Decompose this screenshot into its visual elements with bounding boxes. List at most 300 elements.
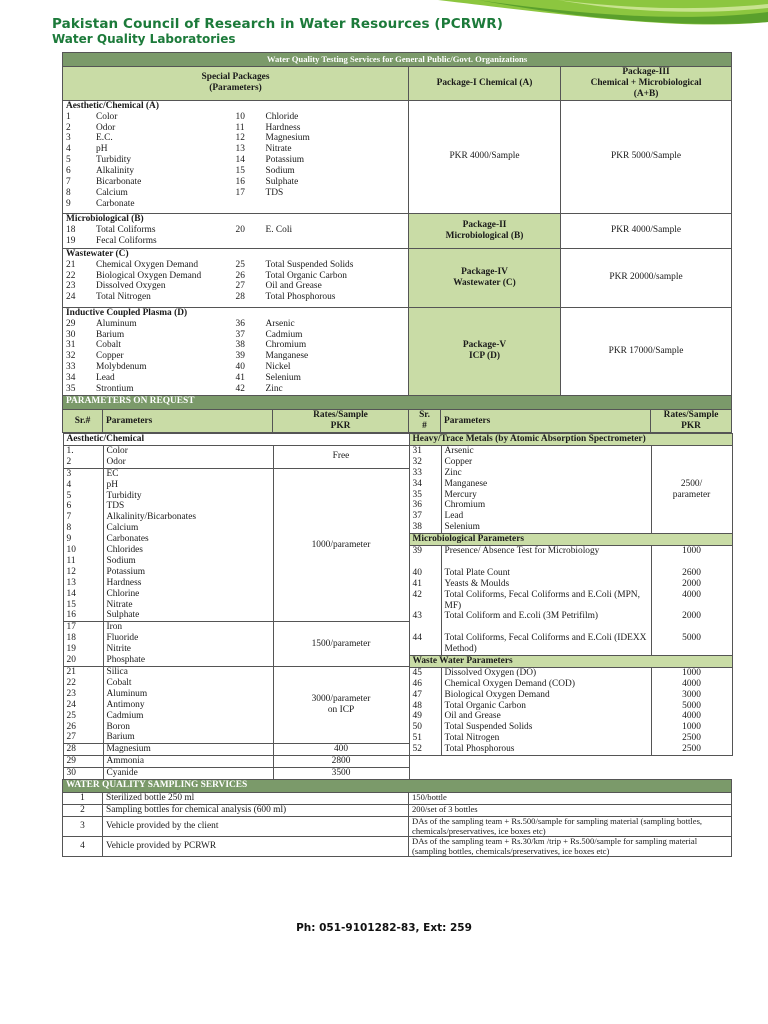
rate-value: 5000 bbox=[682, 700, 701, 711]
sr-number: 19 bbox=[66, 644, 76, 655]
item-label: Sulphate bbox=[265, 177, 299, 188]
sr-number: 45 bbox=[412, 667, 422, 678]
list-item bbox=[66, 123, 236, 134]
list-item bbox=[236, 133, 406, 144]
rate-value: 2500 bbox=[682, 733, 701, 744]
param-cell bbox=[441, 445, 651, 533]
list-item bbox=[66, 373, 236, 384]
aesthetic-request-table bbox=[63, 433, 410, 780]
item-number: 40 bbox=[235, 362, 245, 373]
param-name: Carbonates bbox=[106, 534, 149, 545]
sr-number: 28 bbox=[66, 744, 76, 755]
param-name: Cadmium bbox=[106, 710, 144, 721]
special-request-table bbox=[409, 433, 733, 756]
item-label: Cobalt bbox=[96, 340, 121, 351]
list-item bbox=[66, 199, 236, 210]
service-rate: DAs of the sampling team + Rs.500/sample for sampling material (sampling bottles, chemicals/preservatives, ice boxes etc) bbox=[409, 816, 732, 836]
item-number: 9 bbox=[66, 198, 71, 209]
item-label: Hardness bbox=[265, 122, 301, 133]
rate-value: 2500 bbox=[682, 744, 701, 755]
item-label: E.C. bbox=[96, 133, 113, 144]
item-label: Nickel bbox=[265, 362, 291, 373]
list-item bbox=[66, 133, 236, 144]
item-number: 29 bbox=[66, 318, 76, 329]
sr-number: 47 bbox=[412, 689, 422, 700]
aesthetic-left-list bbox=[66, 112, 236, 210]
sr-cell bbox=[63, 445, 103, 468]
param-name: Total Coliform and E.coli (3M Petrifilm) bbox=[444, 611, 598, 622]
micro-block bbox=[63, 213, 409, 248]
sr-number: 24 bbox=[66, 699, 76, 710]
req-h-rate2: Rates/Sample PKR bbox=[651, 409, 732, 432]
param-name: Copper bbox=[444, 456, 473, 467]
item-number: 4 bbox=[66, 144, 71, 155]
param-name: Chlorine bbox=[106, 588, 140, 599]
sr-number: 37 bbox=[412, 511, 422, 522]
service-name: Sampling bottles for chemical analysis (600 ml) bbox=[103, 804, 409, 816]
sr-number: 34 bbox=[412, 478, 422, 489]
item-number: 15 bbox=[235, 166, 245, 177]
item-label: Manganese bbox=[265, 351, 309, 362]
item-number: 7 bbox=[66, 177, 71, 188]
item-label: E. Coli bbox=[265, 224, 293, 235]
item-number: 23 bbox=[66, 281, 76, 292]
service-rate: 200/set of 3 bottles bbox=[409, 804, 732, 816]
item-number: 42 bbox=[235, 384, 245, 395]
rate-cell bbox=[651, 546, 732, 656]
param-cell bbox=[103, 744, 273, 756]
service-rate: 150/bottle bbox=[409, 793, 732, 805]
item-number: 30 bbox=[66, 329, 76, 340]
rate-value: 2000 bbox=[682, 578, 701, 589]
item-number: 26 bbox=[235, 270, 245, 281]
list-item bbox=[66, 177, 236, 188]
item-number: 13 bbox=[235, 144, 245, 155]
sr-number: 3 bbox=[63, 816, 103, 836]
sr-number: 38 bbox=[412, 522, 422, 533]
sampling-table bbox=[62, 779, 732, 857]
sr-number: 18 bbox=[66, 633, 76, 644]
item-label: Lead bbox=[96, 373, 115, 384]
request-title: PARAMETERS ON REQUEST bbox=[63, 395, 732, 409]
item-label: Oil and Grease bbox=[265, 281, 322, 292]
param-name: Total Organic Carbon bbox=[444, 700, 526, 711]
item-label: Carbonate bbox=[96, 198, 135, 209]
req-h-param: Parameters bbox=[103, 409, 273, 432]
icp-block bbox=[63, 307, 409, 395]
rate-value: 4000 bbox=[682, 678, 701, 689]
req-h-sr: Sr.# bbox=[63, 409, 103, 432]
param-name: Calcium bbox=[106, 523, 139, 534]
param-name: pH bbox=[106, 479, 118, 490]
item-label: Color bbox=[96, 111, 118, 122]
param-name: Yeasts & Moulds bbox=[444, 578, 510, 589]
sr-number: 51 bbox=[412, 733, 422, 744]
item-number: 21 bbox=[66, 259, 76, 270]
item-label: pH bbox=[96, 144, 108, 155]
item-label: Odor bbox=[96, 122, 116, 133]
param-name: Aluminum bbox=[106, 688, 148, 699]
list-item bbox=[236, 319, 406, 330]
sr-number: 39 bbox=[412, 546, 422, 557]
sr-number: 33 bbox=[412, 467, 422, 478]
sr-cell bbox=[409, 445, 441, 533]
sr-number: 49 bbox=[412, 711, 422, 722]
package-v: Package-V ICP (D) bbox=[409, 307, 561, 395]
sr-number: 29 bbox=[66, 756, 76, 767]
list-item bbox=[66, 236, 236, 247]
service-name: Sterilized bottle 250 ml bbox=[103, 793, 409, 805]
table-row bbox=[63, 837, 732, 857]
sr-number: 6 bbox=[66, 501, 72, 512]
list-item bbox=[236, 362, 406, 373]
rate-value: 4000 bbox=[682, 711, 701, 722]
aesthetic-right-list bbox=[236, 112, 406, 210]
price-package-a: PKR 4000/Sample bbox=[409, 100, 561, 213]
rate-cell: 3000/parameter on ICP bbox=[273, 667, 409, 744]
list-item bbox=[66, 351, 236, 362]
list-item bbox=[66, 362, 236, 373]
packages-table bbox=[62, 52, 732, 396]
item-label: Total Suspended Solids bbox=[265, 259, 354, 270]
rate-value: 2600 bbox=[682, 567, 701, 578]
sr-number: 27 bbox=[66, 732, 76, 743]
item-label: Biological Oxygen Demand bbox=[96, 270, 202, 281]
item-label: Strontium bbox=[96, 384, 134, 395]
list-item bbox=[66, 319, 236, 330]
item-label: Sodium bbox=[265, 166, 295, 177]
sr-number: 5 bbox=[66, 490, 72, 501]
org-subtitle: Water Quality Laboratories bbox=[52, 32, 236, 46]
rate-value: 1000 bbox=[682, 546, 701, 557]
item-number: 5 bbox=[66, 155, 71, 166]
rate-value: 1000 bbox=[682, 722, 701, 733]
list-item bbox=[66, 225, 236, 236]
item-label: Molybdenum bbox=[96, 362, 147, 373]
sr-number: 26 bbox=[66, 721, 76, 732]
sr-number: 4 bbox=[63, 837, 103, 857]
req-h-param2: Parameters bbox=[441, 409, 651, 432]
param-cell bbox=[103, 768, 273, 780]
list-item bbox=[236, 384, 406, 395]
rate-cell: 400 bbox=[273, 744, 409, 756]
price-package-v: PKR 17000/Sample bbox=[561, 307, 732, 395]
param-name: Lead bbox=[444, 511, 464, 522]
param-name: Color bbox=[106, 445, 128, 456]
sr-number: 7 bbox=[66, 512, 72, 523]
list-item bbox=[236, 225, 406, 236]
sr-cell bbox=[63, 667, 103, 744]
sr-number: 11 bbox=[66, 555, 76, 566]
sr-number: 8 bbox=[66, 523, 72, 534]
green-swoosh-graphic bbox=[438, 0, 768, 40]
list-item bbox=[236, 351, 406, 362]
sr-number: 30 bbox=[66, 768, 76, 779]
letterhead bbox=[0, 0, 768, 48]
list-item bbox=[236, 292, 406, 303]
param-name: EC bbox=[106, 468, 119, 479]
item-label: Arsenic bbox=[265, 318, 295, 329]
param-name: Presence/ Absence Test for Microbiology bbox=[444, 546, 600, 557]
param-name: Zinc bbox=[444, 467, 462, 478]
org-title: Pakistan Council of Research in Water Resources (PCRWR) bbox=[52, 16, 503, 32]
item-number: 6 bbox=[66, 166, 71, 177]
item-number: 2 bbox=[66, 122, 71, 133]
list-item bbox=[66, 384, 236, 395]
packages-header-params: Special Packages (Parameters) bbox=[63, 67, 409, 101]
sr-cell bbox=[63, 756, 103, 768]
item-number: 31 bbox=[66, 340, 76, 351]
list-item bbox=[236, 112, 406, 123]
table-row bbox=[63, 804, 732, 816]
rate-cell: Free bbox=[273, 445, 409, 468]
sr-number: 15 bbox=[66, 599, 76, 610]
list-item bbox=[236, 166, 406, 177]
param-name: Cyanide bbox=[106, 768, 138, 779]
service-name: Vehicle provided by the client bbox=[103, 816, 409, 836]
list-item bbox=[236, 123, 406, 134]
item-number: 33 bbox=[66, 362, 76, 373]
waste-left-list bbox=[66, 260, 236, 304]
rate-value: 2000 bbox=[682, 611, 701, 622]
item-number: 41 bbox=[235, 373, 245, 384]
param-name: Mercury bbox=[444, 489, 477, 500]
item-label: Fecal Coliforms bbox=[96, 235, 157, 246]
item-label: Potassium bbox=[265, 155, 305, 166]
param-name: Chromium bbox=[444, 500, 486, 511]
param-cell bbox=[441, 546, 651, 656]
request-table bbox=[62, 395, 732, 780]
list-item bbox=[66, 271, 236, 282]
list-item bbox=[236, 330, 406, 341]
sr-number: 40 bbox=[412, 567, 422, 578]
param-name: Odor bbox=[106, 456, 126, 467]
list-item bbox=[236, 155, 406, 166]
list-item bbox=[66, 292, 236, 303]
sr-number: 22 bbox=[66, 677, 76, 688]
item-label: Turbidity bbox=[96, 155, 132, 166]
sr-number: 4 bbox=[66, 479, 72, 490]
param-name: Cobalt bbox=[106, 677, 132, 688]
item-label: Calcium bbox=[96, 187, 128, 198]
sr-cell bbox=[409, 546, 441, 656]
param-name: Biological Oxygen Demand bbox=[444, 689, 550, 700]
sr-number: 36 bbox=[412, 500, 422, 511]
sr-cell bbox=[63, 768, 103, 780]
item-label: Chemical Oxygen Demand bbox=[96, 259, 199, 270]
rate-cell: 1000/parameter bbox=[273, 468, 409, 622]
param-name: Sodium bbox=[106, 555, 136, 566]
sr-number: 14 bbox=[66, 588, 76, 599]
rate-value: 4000 bbox=[682, 589, 701, 600]
list-item bbox=[236, 144, 406, 155]
item-label: TDS bbox=[265, 187, 284, 198]
sr-number: 35 bbox=[412, 489, 422, 500]
rate-value: 1000 bbox=[682, 667, 701, 678]
param-name: Total Suspended Solids bbox=[444, 722, 533, 733]
list-item bbox=[66, 340, 236, 351]
micro-left-list bbox=[66, 225, 236, 247]
item-number: 14 bbox=[235, 155, 245, 166]
price-package-ab: PKR 5000/Sample bbox=[561, 100, 732, 213]
item-number: 39 bbox=[235, 351, 245, 362]
rate-cell: 2500/ parameter bbox=[651, 445, 732, 533]
sr-cell bbox=[63, 622, 103, 667]
item-number: 24 bbox=[66, 292, 76, 303]
list-item bbox=[66, 155, 236, 166]
param-name: Hardness bbox=[106, 577, 142, 588]
list-item bbox=[66, 281, 236, 292]
banner: Water Quality Testing Services for General Public/Govt. Organizations bbox=[63, 53, 732, 67]
param-name: Barium bbox=[106, 732, 135, 743]
item-number: 11 bbox=[235, 122, 245, 133]
list-item bbox=[236, 373, 406, 384]
heavy-metals-title: Heavy/Trace Metals (by Atomic Absorption Spectrometer) bbox=[409, 433, 732, 445]
param-name: Iron bbox=[106, 622, 123, 633]
param-name: TDS bbox=[106, 501, 125, 512]
sr-number: 10 bbox=[66, 545, 76, 556]
list-item bbox=[236, 188, 406, 199]
sr-number: 44 bbox=[412, 633, 422, 644]
param-name: Arsenic bbox=[444, 445, 474, 456]
item-number: 10 bbox=[235, 111, 245, 122]
param-name: Dissolved Oxygen (DO) bbox=[444, 667, 537, 678]
list-item bbox=[66, 112, 236, 123]
list-item bbox=[236, 271, 406, 282]
item-number: 34 bbox=[66, 373, 76, 384]
item-number: 38 bbox=[235, 340, 245, 351]
rate-value: 3000 bbox=[682, 689, 701, 700]
param-name: Fluoride bbox=[106, 633, 139, 644]
sr-number: 9 bbox=[66, 534, 72, 545]
rate-value: 5000 bbox=[682, 633, 701, 644]
icp-title: Inductive Coupled Plasma (D) bbox=[66, 307, 188, 318]
param-name: Nitrate bbox=[106, 599, 133, 610]
param-name: Phosphate bbox=[106, 655, 146, 666]
item-label: Total Organic Carbon bbox=[265, 270, 347, 281]
param-cell bbox=[103, 445, 273, 468]
item-label: Barium bbox=[96, 329, 125, 340]
list-item bbox=[236, 177, 406, 188]
item-number: 25 bbox=[235, 259, 245, 270]
item-label: Total Phosphorous bbox=[265, 292, 336, 303]
param-cell bbox=[103, 756, 273, 768]
list-item bbox=[66, 166, 236, 177]
item-number: 17 bbox=[235, 187, 245, 198]
sr-number: 52 bbox=[412, 744, 422, 755]
price-document bbox=[62, 52, 731, 857]
item-label: Total Nitrogen bbox=[96, 292, 151, 303]
micro-params-title: Microbiological Parameters bbox=[409, 534, 732, 546]
item-number: 19 bbox=[66, 235, 76, 246]
param-name: Manganese bbox=[444, 478, 488, 489]
sr-number: 2 bbox=[63, 804, 103, 816]
package-iv: Package-IV Wastewater (C) bbox=[409, 248, 561, 307]
param-name: Total Coliforms, Fecal Coliforms and E.Coli (IDEXX Method) bbox=[444, 633, 647, 655]
item-number: 37 bbox=[235, 329, 245, 340]
item-number: 35 bbox=[66, 384, 76, 395]
item-number: 3 bbox=[66, 133, 71, 144]
sr-number: 1. bbox=[66, 445, 74, 456]
param-cell bbox=[103, 468, 273, 622]
item-label: Dissolved Oxygen bbox=[96, 281, 166, 292]
rate-cell: 1500/parameter bbox=[273, 622, 409, 667]
item-label: Selenium bbox=[265, 373, 301, 384]
price-package-ii: PKR 4000/Sample bbox=[561, 213, 732, 248]
req-h-rate: Rates/Sample PKR bbox=[273, 409, 409, 432]
item-number: 22 bbox=[66, 270, 76, 281]
sr-number: 41 bbox=[412, 578, 422, 589]
item-number: 12 bbox=[235, 133, 245, 144]
param-name: Antimony bbox=[106, 699, 145, 710]
sr-number: 42 bbox=[412, 589, 422, 600]
aesthetic-block bbox=[63, 100, 409, 213]
param-name: Chemical Oxygen Demand (COD) bbox=[444, 678, 575, 689]
param-name: Nitrite bbox=[106, 644, 131, 655]
phone-footer: Ph: 051-9101282-83, Ext: 259 bbox=[296, 922, 472, 934]
sr-number: 17 bbox=[66, 622, 76, 633]
waste-params-title: Waste Water Parameters bbox=[409, 656, 732, 668]
item-label: Cadmium bbox=[265, 329, 303, 340]
sr-number: 43 bbox=[412, 611, 422, 622]
param-name: Ammonia bbox=[106, 756, 144, 767]
sr-number: 1 bbox=[63, 793, 103, 805]
param-cell bbox=[103, 622, 273, 667]
price-package-iv: PKR 20000/sample bbox=[561, 248, 732, 307]
rate-cell: 2800 bbox=[273, 756, 409, 768]
item-number: 27 bbox=[235, 281, 245, 292]
sr-number: 16 bbox=[66, 610, 76, 621]
rate-cell bbox=[651, 667, 732, 755]
package-ii: Package-II Microbiological (B) bbox=[409, 213, 561, 248]
item-label: Alkalinity bbox=[96, 166, 135, 177]
sr-number: 12 bbox=[66, 566, 76, 577]
param-name: Oil and Grease bbox=[444, 711, 501, 722]
sr-number: 48 bbox=[412, 700, 422, 711]
sr-number: 20 bbox=[66, 655, 76, 666]
item-label: Chloride bbox=[265, 111, 299, 122]
aesthetic-title: Aesthetic/Chemical (A) bbox=[66, 100, 159, 111]
item-label: Magnesium bbox=[265, 133, 310, 144]
item-number: 18 bbox=[66, 224, 76, 235]
table-row bbox=[63, 793, 732, 805]
sr-cell bbox=[409, 667, 441, 755]
service-name: Vehicle provided by PCRWR bbox=[103, 837, 409, 857]
param-name: Magnesium bbox=[106, 744, 151, 755]
item-number: 32 bbox=[66, 351, 76, 362]
sr-number: 21 bbox=[66, 667, 76, 677]
waste-block bbox=[63, 248, 409, 307]
sampling-title: WATER QUALITY SAMPLING SERVICES bbox=[63, 780, 732, 793]
waste-title: Wastewater (C) bbox=[66, 248, 129, 259]
param-name: Chlorides bbox=[106, 545, 143, 556]
item-number: 8 bbox=[66, 187, 71, 198]
item-number: 1 bbox=[66, 111, 71, 122]
table-row bbox=[63, 816, 732, 836]
sr-cell bbox=[63, 468, 103, 622]
item-label: Nitrate bbox=[265, 144, 292, 155]
service-rate: DAs of the sampling team + Rs.30/km /trip + Rs.500/sample for sampling material (sampling bottles, chemicals/preservatives, ice boxes etc) bbox=[409, 837, 732, 857]
param-name: Total Phosphorous bbox=[444, 744, 515, 755]
param-name: Selenium bbox=[444, 522, 480, 533]
param-cell bbox=[103, 667, 273, 744]
item-label: Zinc bbox=[265, 384, 283, 395]
param-name: Potassium bbox=[106, 566, 146, 577]
item-label: Aluminum bbox=[96, 318, 137, 329]
packages-header-a: Package-I Chemical (A) bbox=[409, 67, 561, 101]
item-label: Copper bbox=[96, 351, 124, 362]
item-number: 16 bbox=[235, 177, 245, 188]
